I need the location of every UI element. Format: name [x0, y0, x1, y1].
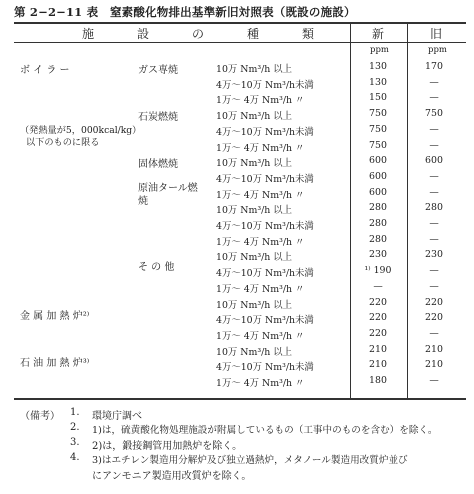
header-old: 旧: [430, 27, 443, 41]
row-old-value: —: [429, 124, 439, 135]
sub-label-other: そ の 他: [138, 262, 175, 273]
row-size-range: 4万〜10万 Nm³/h未満: [216, 127, 314, 138]
row-old-value: —: [429, 171, 439, 182]
note-num-4: 4.: [70, 452, 80, 463]
row-old-value: —: [429, 187, 439, 198]
row-new-value: 600: [369, 155, 387, 166]
row-old-value: —: [429, 218, 439, 229]
row-size-range: 4万〜10万 Nm³/h未満: [216, 362, 314, 373]
row-new-value: 750: [369, 124, 387, 135]
row-size-range: 10万 Nm³/h 以上: [216, 252, 293, 263]
row-old-value: —: [429, 265, 439, 276]
row-size-range: 10万 Nm³/h 以上: [216, 111, 293, 122]
row-size-range: 1万〜 4万 Nm³/h 〃: [216, 237, 305, 248]
row-new-value: 180: [369, 375, 387, 386]
row-old-value: 210: [425, 359, 443, 370]
row-new-value: 280: [369, 218, 387, 229]
row-new-value: 220: [369, 312, 387, 323]
row-old-value: 170: [425, 61, 443, 72]
header-bottom-rule: [14, 42, 466, 43]
header-char-3: の: [192, 27, 205, 41]
row-new-value: 230: [369, 249, 387, 260]
row-size-range: 1万〜 4万 Nm³/h 〃: [216, 143, 305, 154]
header-char-1: 施: [82, 27, 95, 41]
unit-new: ppm: [370, 45, 389, 55]
row-old-value: 220: [425, 312, 443, 323]
sub-label-coal: 石炭燃焼: [138, 112, 178, 123]
header-char-4: 種: [247, 27, 260, 41]
table-title: 第 2−2−11 表 窒素酸化物排出基準新旧対照表（既設の施設）: [14, 5, 356, 19]
row-old-value: —: [429, 281, 439, 292]
row-new-value: 150: [369, 92, 387, 103]
row-new-value: 280: [369, 202, 387, 213]
unit-old: ppm: [428, 45, 447, 55]
row-new-value: 600: [369, 171, 387, 182]
row-new-value: 280: [369, 234, 387, 245]
divider-new-column: [350, 23, 351, 398]
boiler-condition-line-1: （発熱量が5，000kcal/kg）: [20, 125, 142, 136]
top-rule: [14, 22, 466, 24]
row-old-value: —: [429, 140, 439, 151]
row-old-value: —: [429, 328, 439, 339]
note-text-4: 3)はエチレン製造用分解炉及び独立過熱炉，メタノール製造用改質炉並び: [92, 455, 408, 466]
row-size-range: 4万〜10万 Nm³/h未満: [216, 268, 314, 279]
row-new-value: 210: [369, 359, 387, 370]
row-size-range: 10万 Nm³/h 以上: [216, 158, 293, 169]
row-old-value: —: [429, 77, 439, 88]
sub-label-gas: ガス専焼: [138, 65, 178, 76]
row-new-value: 220: [369, 328, 387, 339]
row-new-value: 750: [369, 108, 387, 119]
row-old-value: —: [429, 234, 439, 245]
row-size-range: 1万〜 4万 Nm³/h 〃: [216, 378, 305, 389]
row-size-range: 4万〜10万 Nm³/h未満: [216, 221, 314, 232]
row-old-value: 600: [425, 155, 443, 166]
note-num-2: 2.: [70, 422, 80, 433]
row-size-range: 4万〜10万 Nm³/h未満: [216, 315, 314, 326]
note-continuation: にアンモニア製造用改質炉を除く。: [92, 471, 252, 482]
row-size-range: 10万 Nm³/h 以上: [216, 300, 293, 311]
sub-label-crude-tar: 原油タール燃焼: [138, 183, 198, 207]
note-num-3: 3.: [70, 437, 80, 448]
bottom-rule: [14, 398, 466, 400]
row-size-range: 4万〜10万 Nm³/h未満: [216, 174, 314, 185]
row-new-value: 220: [369, 297, 387, 308]
row-new-value: —: [373, 281, 383, 292]
row-old-value: —: [429, 92, 439, 103]
header-new: 新: [372, 27, 385, 41]
sub-label-solid: 固体燃焼: [138, 159, 178, 170]
row-old-value: —: [429, 375, 439, 386]
row-size-range: 10万 Nm³/h 以上: [216, 205, 293, 216]
row-new-value: 750: [369, 140, 387, 151]
row-size-range: 4万〜10万 Nm³/h未満: [216, 80, 314, 91]
row-new-value: ¹⁾ 190: [364, 265, 392, 276]
row-size-range: 1万〜 4万 Nm³/h 〃: [216, 95, 305, 106]
group-label-oil-furnace: 石 油 加 熱 炉³⁾: [20, 358, 90, 369]
note-text-2: 1)は，硫黄酸化物処理施設が附属しているもの（工事中のものを含む）を除く。: [92, 425, 438, 436]
header-char-5: 類: [302, 27, 315, 41]
row-new-value: 210: [369, 344, 387, 355]
boiler-condition-line-2: 以下のものに限る: [26, 137, 100, 148]
note-text-1: 環境庁調べ: [92, 411, 142, 422]
note-num-1: 1.: [70, 407, 80, 418]
group-label-metal-furnace: 金 属 加 熱 炉²⁾: [20, 311, 90, 322]
row-new-value: 130: [369, 77, 387, 88]
row-size-range: 1万〜 4万 Nm³/h 〃: [216, 331, 305, 342]
row-size-range: 10万 Nm³/h 以上: [216, 347, 293, 358]
row-size-range: 1万〜 4万 Nm³/h 〃: [216, 284, 305, 295]
note-text-3: 2)は，鍛接鋼管用加熱炉を除く。: [92, 441, 243, 452]
row-old-value: 230: [425, 249, 443, 260]
notes-label: （備考）: [20, 411, 60, 422]
row-new-value: 600: [369, 187, 387, 198]
group-label-boiler: ボ イ ラ ー: [20, 65, 70, 76]
row-old-value: 280: [425, 202, 443, 213]
divider-old-column: [407, 23, 408, 398]
row-size-range: 1万〜 4万 Nm³/h 〃: [216, 190, 305, 201]
row-old-value: 210: [425, 344, 443, 355]
row-size-range: 10万 Nm³/h 以上: [216, 64, 293, 75]
header-char-2: 設: [137, 27, 150, 41]
row-old-value: 220: [425, 297, 443, 308]
row-new-value: 130: [369, 61, 387, 72]
row-old-value: 750: [425, 108, 443, 119]
